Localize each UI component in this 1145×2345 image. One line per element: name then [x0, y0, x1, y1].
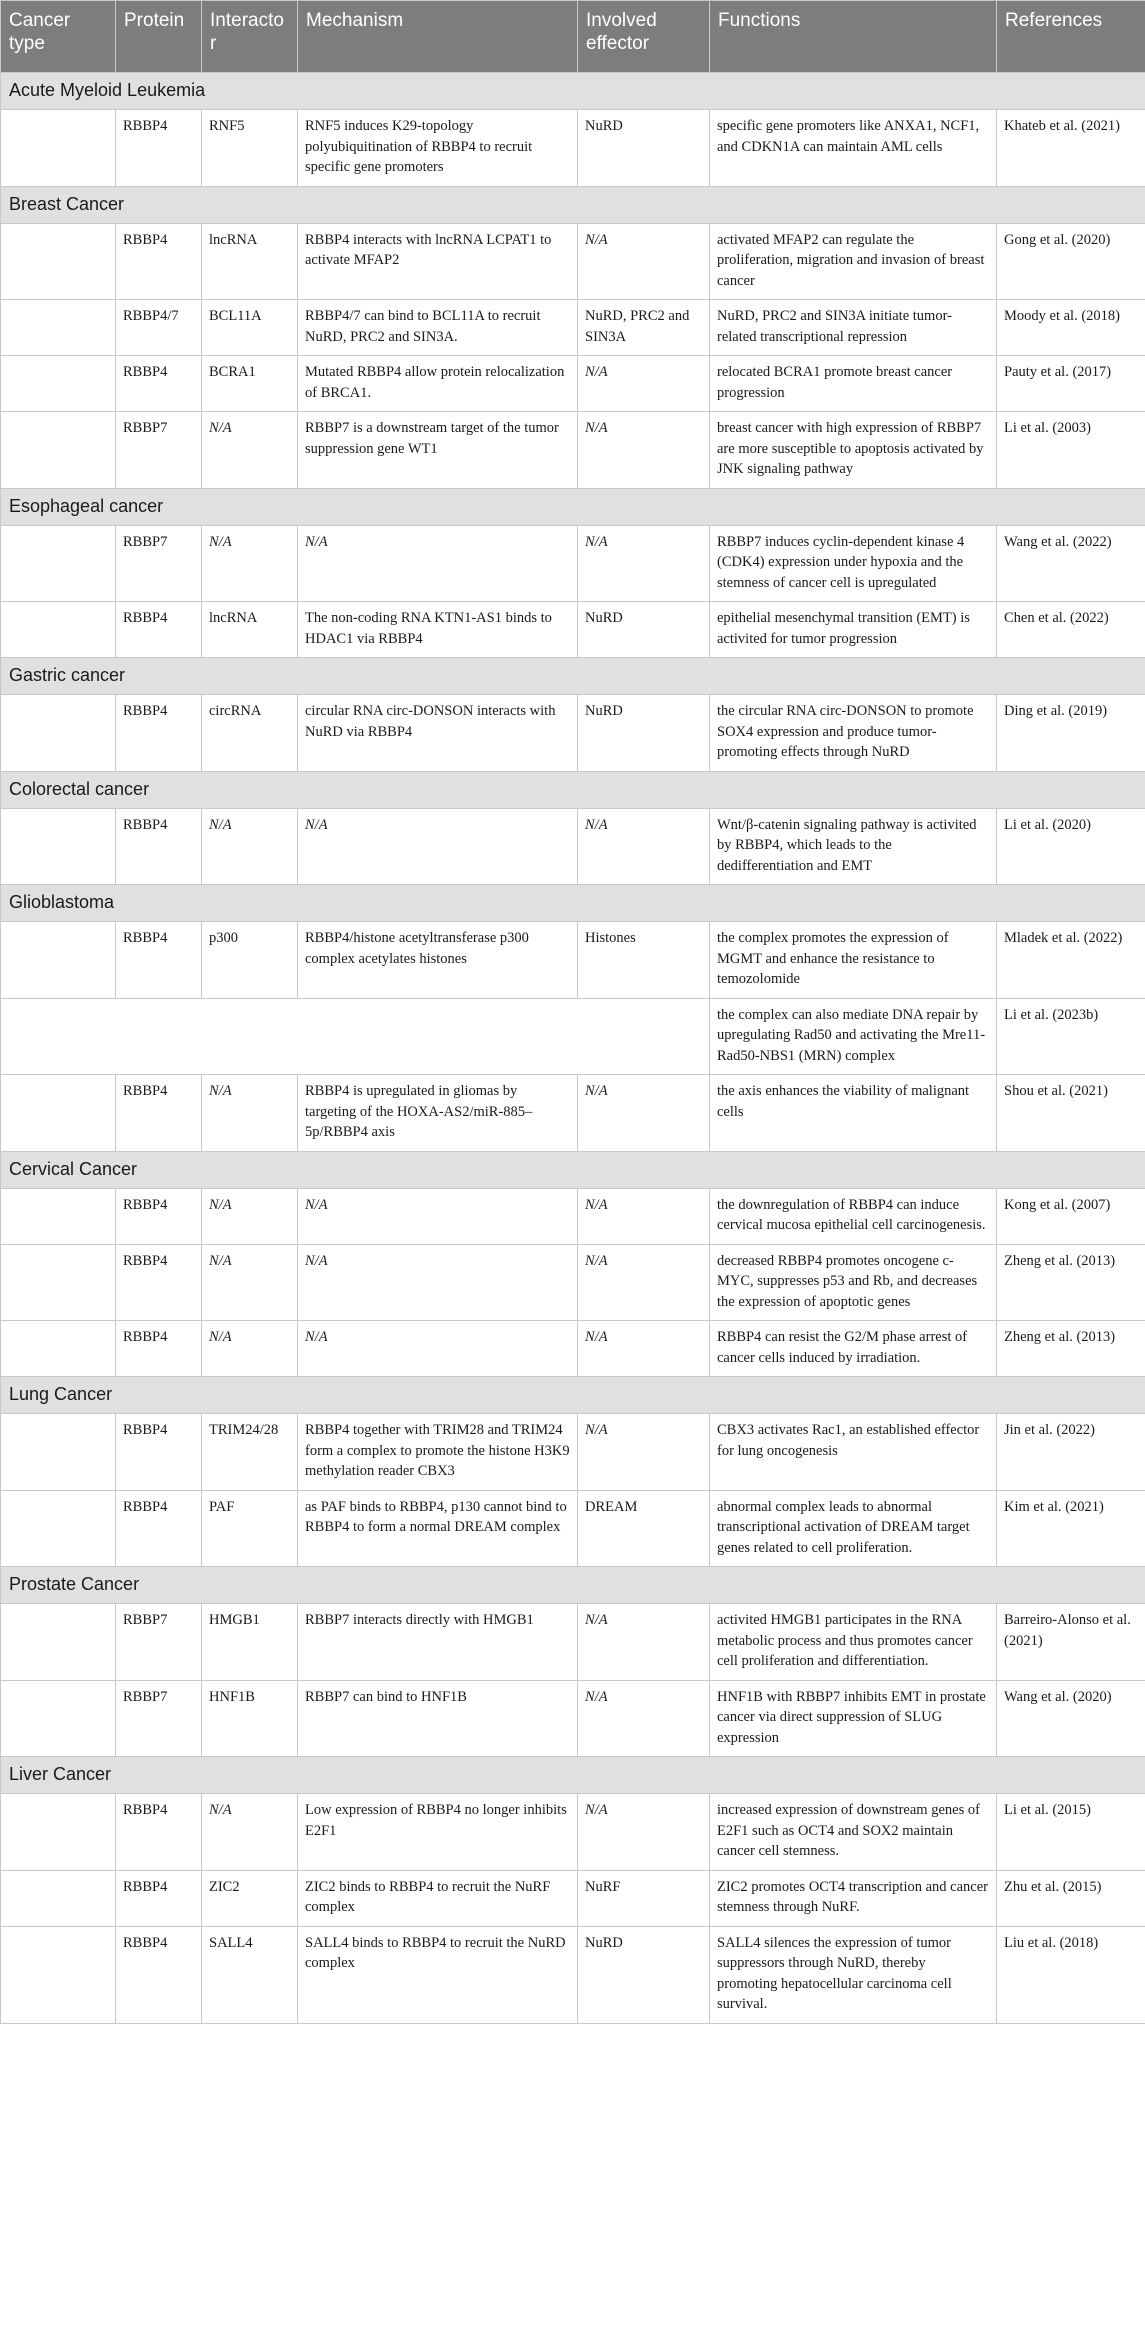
section-title: Colorectal cancer — [1, 771, 1145, 808]
mechanism-cell: N/A — [298, 1188, 578, 1244]
functions-cell: SALL4 silences the expression of tumor suppressors through NuRD, thereby promoting hepatocellular carcinoma cell survival. — [710, 1926, 997, 2023]
interactor-cell: TRIM24/28 — [202, 1414, 298, 1491]
functions-cell: NuRD, PRC2 and SIN3A initiate tumor-related transcriptional repression — [710, 300, 997, 356]
table-row — [1, 1414, 1145, 1491]
reference-cell: Khateb et al. (2021) — [997, 110, 1145, 187]
effector-cell: N/A — [578, 1414, 710, 1491]
protein-cell: RBBP4 — [116, 110, 202, 187]
reference-cell: Chen et al. (2022) — [997, 602, 1145, 658]
table-header — [1, 1, 1145, 73]
table-row — [1, 808, 1145, 885]
functions-cell: CBX3 activates Rac1, an established effector for lung oncogenesis — [710, 1414, 997, 1491]
protein-cell: RBBP7 — [116, 525, 202, 602]
section-title: Esophageal cancer — [1, 488, 1145, 525]
interactor-cell: N/A — [202, 1244, 298, 1321]
interactor-cell: PAF — [202, 1490, 298, 1567]
table-row — [1, 300, 1145, 356]
mechanism-cell: N/A — [298, 1244, 578, 1321]
reference-cell: Liu et al. (2018) — [997, 1926, 1145, 2023]
section-title: Acute Myeloid Leukemia — [1, 73, 1145, 110]
protein-cell: RBBP4 — [116, 223, 202, 300]
section-title: Liver Cancer — [1, 1757, 1145, 1794]
table-row — [1, 1188, 1145, 1244]
section-row — [1, 1567, 1145, 1604]
reference-cell: Zheng et al. (2013) — [997, 1321, 1145, 1377]
mechanism-cell: N/A — [298, 808, 578, 885]
cancer-type-cell — [1, 412, 116, 489]
interactor-cell: N/A — [202, 1794, 298, 1871]
interactor-cell: N/A — [202, 525, 298, 602]
reference-cell: Li et al. (2015) — [997, 1794, 1145, 1871]
reference-cell: Jin et al. (2022) — [997, 1414, 1145, 1491]
cancer-type-cell — [1, 808, 116, 885]
effector-cell: N/A — [578, 1794, 710, 1871]
cancer-type-cell — [1, 1414, 116, 1491]
interactor-cell: ZIC2 — [202, 1870, 298, 1926]
effector-cell: N/A — [578, 1075, 710, 1152]
functions-cell: decreased RBBP4 promotes oncogene c-MYC, suppresses p53 and Rb, and decreases the expression of apoptotic genes — [710, 1244, 997, 1321]
cancer-type-cell — [1, 602, 116, 658]
table-row — [1, 356, 1145, 412]
effector-cell: N/A — [578, 808, 710, 885]
table-row — [1, 1490, 1145, 1567]
cancer-type-cell — [1, 1926, 116, 2023]
reference-cell: Ding et al. (2019) — [997, 695, 1145, 772]
header-involved-effector: Involved effector — [578, 1, 710, 73]
reference-cell: Kim et al. (2021) — [997, 1490, 1145, 1567]
functions-cell: HNF1B with RBBP7 inhibits EMT in prostate cancer via direct suppression of SLUG expression — [710, 1680, 997, 1757]
protein-cell: RBBP4 — [116, 1490, 202, 1567]
mechanism-cell: N/A — [298, 1321, 578, 1377]
table-row — [1, 525, 1145, 602]
functions-cell: abnormal complex leads to abnormal transcriptional activation of DREAM target genes related to cell proliferation. — [710, 1490, 997, 1567]
effector-cell: N/A — [578, 412, 710, 489]
effector-cell: NuRF — [578, 1870, 710, 1926]
effector-cell: N/A — [578, 1188, 710, 1244]
interactor-cell: N/A — [202, 1075, 298, 1152]
effector-cell: N/A — [578, 1244, 710, 1321]
protein-cell: RBBP4 — [116, 1188, 202, 1244]
table-row — [1, 412, 1145, 489]
interactor-cell: BCRA1 — [202, 356, 298, 412]
section-row — [1, 1377, 1145, 1414]
section-title: Cervical Cancer — [1, 1151, 1145, 1188]
mechanism-cell: RBBP4 interacts with lncRNA LCPAT1 to activate MFAP2 — [298, 223, 578, 300]
functions-cell: Wnt/β-catenin signaling pathway is activited by RBBP4, which leads to the dedifferentiation and EMT — [710, 808, 997, 885]
protein-cell: RBBP4 — [116, 808, 202, 885]
cancer-type-cell — [1, 223, 116, 300]
effector-cell: NuRD — [578, 1926, 710, 2023]
protein-cell: RBBP4 — [116, 356, 202, 412]
cancer-type-cell — [1, 110, 116, 187]
protein-cell: RBBP4 — [116, 1794, 202, 1871]
table-row — [1, 1870, 1145, 1926]
section-row — [1, 488, 1145, 525]
mechanism-cell: RBBP4/7 can bind to BCL11A to recruit NuRD, PRC2 and SIN3A. — [298, 300, 578, 356]
effector-cell: N/A — [578, 223, 710, 300]
functions-cell: activated MFAP2 can regulate the proliferation, migration and invasion of breast cancer — [710, 223, 997, 300]
interactor-cell: N/A — [202, 412, 298, 489]
functions-cell: RBBP7 induces cyclin-dependent kinase 4 (CDK4) expression under hypoxia and the stemness of cancer cell is upregulated — [710, 525, 997, 602]
interactor-cell: N/A — [202, 1321, 298, 1377]
reference-cell: Moody et al. (2018) — [997, 300, 1145, 356]
cancer-type-cell — [1, 525, 116, 602]
functions-cell: ZIC2 promotes OCT4 transcription and cancer stemness through NuRF. — [710, 1870, 997, 1926]
functions-cell: the axis enhances the viability of malignant cells — [710, 1075, 997, 1152]
reference-cell: Kong et al. (2007) — [997, 1188, 1145, 1244]
cancer-type-cell — [1, 1188, 116, 1244]
cancer-type-cell — [1, 922, 116, 999]
table-row — [1, 1926, 1145, 2023]
mechanism-cell: as PAF binds to RBBP4, p130 cannot bind to RBBP4 to form a normal DREAM complex — [298, 1490, 578, 1567]
section-row — [1, 73, 1145, 110]
reference-cell: Li et al. (2003) — [997, 412, 1145, 489]
interactor-cell: SALL4 — [202, 1926, 298, 2023]
section-title: Lung Cancer — [1, 1377, 1145, 1414]
mechanism-cell: The non-coding RNA KTN1-AS1 binds to HDAC1 via RBBP4 — [298, 602, 578, 658]
header-mechanism: Mechanism — [298, 1, 578, 73]
interactor-cell: BCL11A — [202, 300, 298, 356]
functions-cell: specific gene promoters like ANXA1, NCF1, and CDKN1A can maintain AML cells — [710, 110, 997, 187]
reference-cell: Mladek et al. (2022) — [997, 922, 1145, 999]
protein-cell: RBBP4 — [116, 1926, 202, 2023]
section-title: Breast Cancer — [1, 186, 1145, 223]
table-row — [1, 1680, 1145, 1757]
reference-cell: Pauty et al. (2017) — [997, 356, 1145, 412]
mechanism-cell: Mutated RBBP4 allow protein relocalization of BRCA1. — [298, 356, 578, 412]
mechanism-cell: RBBP4 is upregulated in gliomas by targeting of the HOXA-AS2/miR-885–5p/RBBP4 axis — [298, 1075, 578, 1152]
mechanism-cell: Low expression of RBBP4 no longer inhibits E2F1 — [298, 1794, 578, 1871]
interactor-cell: lncRNA — [202, 602, 298, 658]
table-row — [1, 602, 1145, 658]
cancer-type-cell — [1, 1870, 116, 1926]
protein-cell: RBBP4 — [116, 1870, 202, 1926]
reference-cell: Zhu et al. (2015) — [997, 1870, 1145, 1926]
functions-cell: the circular RNA circ-DONSON to promote SOX4 expression and produce tumor-promoting effects through NuRD — [710, 695, 997, 772]
table-row — [1, 1244, 1145, 1321]
protein-cell: RBBP4 — [116, 1075, 202, 1152]
mechanism-cell: RBBP7 can bind to HNF1B — [298, 1680, 578, 1757]
table-row — [1, 223, 1145, 300]
table-row — [1, 1075, 1145, 1152]
reference-cell: Wang et al. (2022) — [997, 525, 1145, 602]
effector-cell: NuRD — [578, 695, 710, 772]
functions-cell: increased expression of downstream genes of E2F1 such as OCT4 and SOX2 maintain cancer cell stemness. — [710, 1794, 997, 1871]
reference-cell: Li et al. (2023b) — [997, 998, 1145, 1075]
section-title: Prostate Cancer — [1, 1567, 1145, 1604]
mechanism-cell: RBBP7 interacts directly with HMGB1 — [298, 1604, 578, 1681]
functions-cell: the complex can also mediate DNA repair by upregulating Rad50 and activating the Mre11-Rad50-NBS1 (MRN) complex — [710, 998, 997, 1075]
interactor-cell: RNF5 — [202, 110, 298, 187]
table-row — [1, 1604, 1145, 1681]
effector-cell: N/A — [578, 1680, 710, 1757]
effector-cell: NuRD, PRC2 and SIN3A — [578, 300, 710, 356]
cancer-type-cell — [1, 1321, 116, 1377]
functions-cell: the complex promotes the expression of MGMT and enhance the resistance to temozolomide — [710, 922, 997, 999]
interactor-cell: N/A — [202, 808, 298, 885]
mechanism-cell: RBBP7 is a downstream target of the tumor suppression gene WT1 — [298, 412, 578, 489]
mechanism-cell: RNF5 induces K29-topology polyubiquitination of RBBP4 to recruit specific gene promoters — [298, 110, 578, 187]
effector-cell: N/A — [578, 525, 710, 602]
effector-cell: NuRD — [578, 602, 710, 658]
reference-cell: Shou et al. (2021) — [997, 1075, 1145, 1152]
mechanism-cell: RBBP4/histone acetyltransferase p300 complex acetylates histones — [298, 922, 578, 999]
mechanism-cell: circular RNA circ-DONSON interacts with NuRD via RBBP4 — [298, 695, 578, 772]
mechanism-cell: RBBP4 together with TRIM28 and TRIM24 form a complex to promote the histone H3K9 methylation reader CBX3 — [298, 1414, 578, 1491]
interactor-cell: HMGB1 — [202, 1604, 298, 1681]
cancer-type-cell — [1, 1490, 116, 1567]
table-row — [1, 695, 1145, 772]
empty-merged-cell — [1, 998, 710, 1075]
reference-cell: Barreiro-Alonso et al. (2021) — [997, 1604, 1145, 1681]
mechanism-cell: SALL4 binds to RBBP4 to recruit the NuRD complex — [298, 1926, 578, 2023]
cancer-type-cell — [1, 1075, 116, 1152]
functions-cell: epithelial mesenchymal transition (EMT) is activited for tumor progression — [710, 602, 997, 658]
functions-cell: relocated BCRA1 promote breast cancer progression — [710, 356, 997, 412]
protein-cell: RBBP7 — [116, 1680, 202, 1757]
effector-cell: Histones — [578, 922, 710, 999]
header-functions: Functions — [710, 1, 997, 73]
mechanism-cell: ZIC2 binds to RBBP4 to recruit the NuRF complex — [298, 1870, 578, 1926]
cancer-type-cell — [1, 695, 116, 772]
section-row — [1, 658, 1145, 695]
section-row — [1, 186, 1145, 223]
protein-cell: RBBP4 — [116, 922, 202, 999]
header-references: References — [997, 1, 1145, 73]
effector-cell: DREAM — [578, 1490, 710, 1567]
reference-cell: Li et al. (2020) — [997, 808, 1145, 885]
functions-cell: the downregulation of RBBP4 can induce cervical mucosa epithelial cell carcinogenesis. — [710, 1188, 997, 1244]
table-row — [1, 1794, 1145, 1871]
header-interactor: Interactor — [202, 1, 298, 73]
protein-cell: RBBP7 — [116, 1604, 202, 1681]
protein-cell: RBBP7 — [116, 412, 202, 489]
section-row — [1, 771, 1145, 808]
protein-cell: RBBP4 — [116, 695, 202, 772]
interactor-cell: N/A — [202, 1188, 298, 1244]
protein-cell: RBBP4 — [116, 1414, 202, 1491]
cancer-type-cell — [1, 356, 116, 412]
effector-cell: N/A — [578, 1604, 710, 1681]
cancer-type-cell — [1, 300, 116, 356]
reference-cell: Gong et al. (2020) — [997, 223, 1145, 300]
cancer-type-cell — [1, 1244, 116, 1321]
section-title: Glioblastoma — [1, 885, 1145, 922]
cancer-type-cell — [1, 1604, 116, 1681]
header-protein: Protein — [116, 1, 202, 73]
header-row — [1, 1, 1145, 73]
table-body — [1, 73, 1145, 2024]
table-row — [1, 922, 1145, 999]
interactor-cell: circRNA — [202, 695, 298, 772]
interactor-cell: HNF1B — [202, 1680, 298, 1757]
mechanism-cell: N/A — [298, 525, 578, 602]
interactor-cell: lncRNA — [202, 223, 298, 300]
table-row — [1, 1321, 1145, 1377]
reference-cell: Wang et al. (2020) — [997, 1680, 1145, 1757]
effector-cell: NuRD — [578, 110, 710, 187]
cancer-type-cell — [1, 1680, 116, 1757]
functions-cell: breast cancer with high expression of RBBP7 are more susceptible to apoptosis activated by JNK signaling pathway — [710, 412, 997, 489]
protein-cell: RBBP4 — [116, 1244, 202, 1321]
cancer-type-cell — [1, 1794, 116, 1871]
interactor-cell: p300 — [202, 922, 298, 999]
section-row — [1, 885, 1145, 922]
functions-cell: RBBP4 can resist the G2/M phase arrest of cancer cells induced by irradiation. — [710, 1321, 997, 1377]
section-row — [1, 1757, 1145, 1794]
protein-cell: RBBP4 — [116, 1321, 202, 1377]
section-row — [1, 1151, 1145, 1188]
effector-cell: N/A — [578, 1321, 710, 1377]
table-row — [1, 998, 1145, 1075]
section-title: Gastric cancer — [1, 658, 1145, 695]
protein-cell: RBBP4/7 — [116, 300, 202, 356]
functions-cell: activited HMGB1 participates in the RNA metabolic process and thus promotes cancer cell proliferation and differentiation. — [710, 1604, 997, 1681]
table-row — [1, 110, 1145, 187]
reference-cell: Zheng et al. (2013) — [997, 1244, 1145, 1321]
protein-cell: RBBP4 — [116, 602, 202, 658]
header-cancer-type: Cancer type — [1, 1, 116, 73]
effector-cell: N/A — [578, 356, 710, 412]
